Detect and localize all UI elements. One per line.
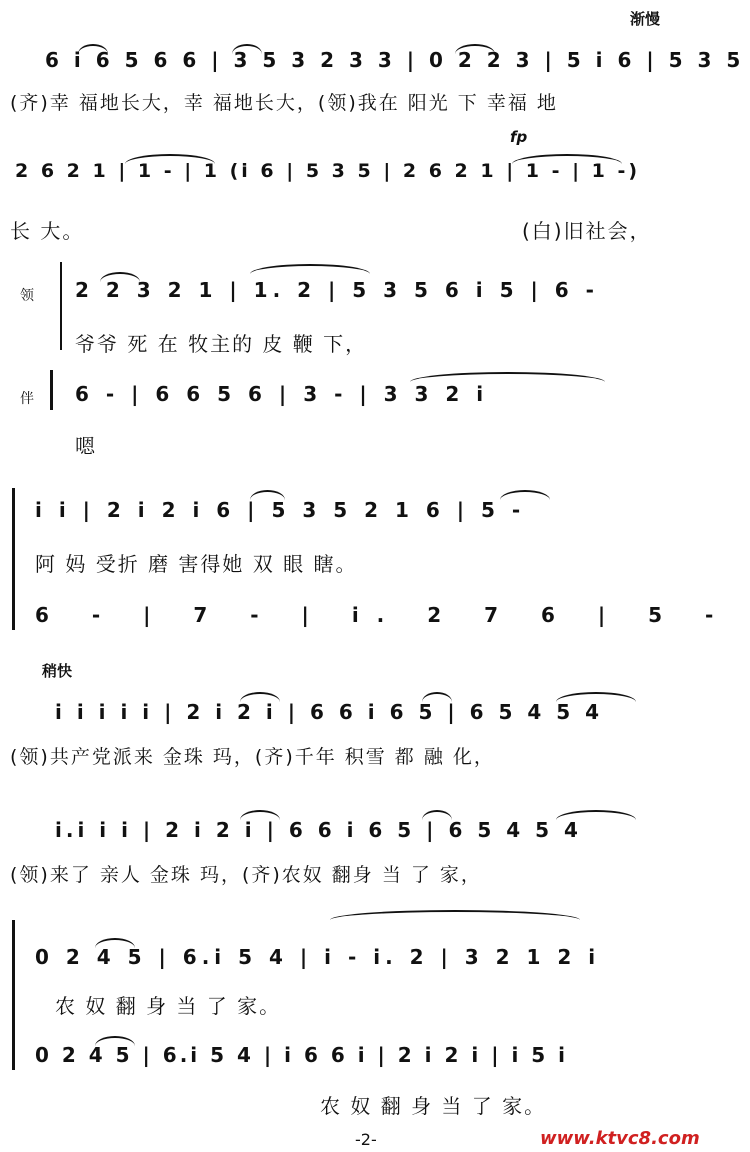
row2-notes: 2 6 2 1 | 1 - | 1 (i 6 | 5 3 5 | 2 6 2 1 | 1 - | 1 -) [15, 160, 641, 182]
slur [232, 44, 262, 54]
row8-lyrics: (领)来了 亲人 金珠 玛，(齐)农奴 翻身 当 了 家， [10, 864, 482, 886]
slur [250, 490, 285, 500]
row5-notes: i i | 2 i 2 i 6 | 5 3 5 2 1 6 | 5 - [35, 498, 526, 522]
row6-notes: 6 - | 7 - | i. 2 7 6 | 5 - [35, 603, 732, 627]
row4-notes: 6 - | 6 6 5 6 | 3 - | 3 3 2 i [75, 382, 489, 406]
slur [125, 154, 215, 164]
system-bracket [50, 370, 53, 410]
row5-lyrics: 阿 妈 受折 磨 害得她 双 眼 瞎。 [35, 552, 358, 576]
row7-lyrics: (领)共产党派来 金珠 玛，(齐)千年 积雪 都 融 化， [10, 746, 495, 768]
row8-notes: i.i i i | 2 i 2 i | 6 6 i 6 5 | 6 5 4 5 4 [55, 818, 582, 842]
tempo-shaokuai: 稍快 [42, 662, 73, 680]
watermark: www.ktvc8.com [540, 1128, 700, 1149]
row1-notes: 6 i 6 5 6 6 | 3 5 3 2 3 3 | 0 2 2 3 | 5 i 6 | 5 3 5 [45, 48, 745, 72]
row2-speech: (白)旧社会， [522, 219, 652, 243]
slur [240, 810, 280, 820]
slur [512, 154, 622, 164]
slur [556, 692, 636, 702]
slur [100, 272, 140, 282]
fp-mark: fp [510, 128, 528, 146]
row1-lyrics: (齐)幸 福地长大，幸 福地长大，(领)我在 阳光 下 幸福 地 [10, 92, 558, 114]
slur [330, 910, 580, 920]
slur [95, 938, 135, 948]
part-label-ling: 领 [20, 288, 34, 304]
slur [500, 490, 550, 500]
slur [240, 692, 280, 702]
slur [556, 810, 636, 820]
slur [95, 1036, 135, 1046]
slur [410, 372, 605, 382]
slur [78, 44, 108, 54]
part-label-ban: 伴 [20, 391, 34, 407]
row9-lyrics: 农 奴 翻 身 当 了 家。 [55, 994, 282, 1018]
row7-notes: i i i i i | 2 i 2 i | 6 6 i 6 5 | 6 5 4 5 4 [55, 700, 604, 724]
page-number: -2- [355, 1130, 377, 1149]
row3-notes: 2 2 3 2 1 | 1. 2 | 5 3 5 6 i 5 | 6 - [75, 278, 599, 302]
tempo-jianman: 渐慢 [630, 10, 661, 28]
row2-lyrics: 长 大。 [10, 219, 85, 243]
slur [250, 264, 370, 274]
system-line [60, 262, 62, 350]
row4-lyrics: 嗯 [75, 434, 97, 458]
row3-lyrics: 爷爷 死 在 牧主的 皮 鞭 下， [75, 332, 368, 356]
system-bracket [12, 488, 15, 630]
row10-notes: 0 2 4 5 | 6.i 5 4 | i 6 6 i | 2 i 2 i | i 5 i [35, 1043, 569, 1067]
slur [455, 44, 495, 54]
slur [422, 810, 452, 820]
system-bracket [12, 920, 15, 1070]
slur [422, 692, 452, 702]
row10-lyrics: 农 奴 翻 身 当 了 家。 [320, 1094, 547, 1118]
row9-notes: 0 2 4 5 | 6.i 5 4 | i - i. 2 | 3 2 1 2 i [35, 945, 601, 969]
